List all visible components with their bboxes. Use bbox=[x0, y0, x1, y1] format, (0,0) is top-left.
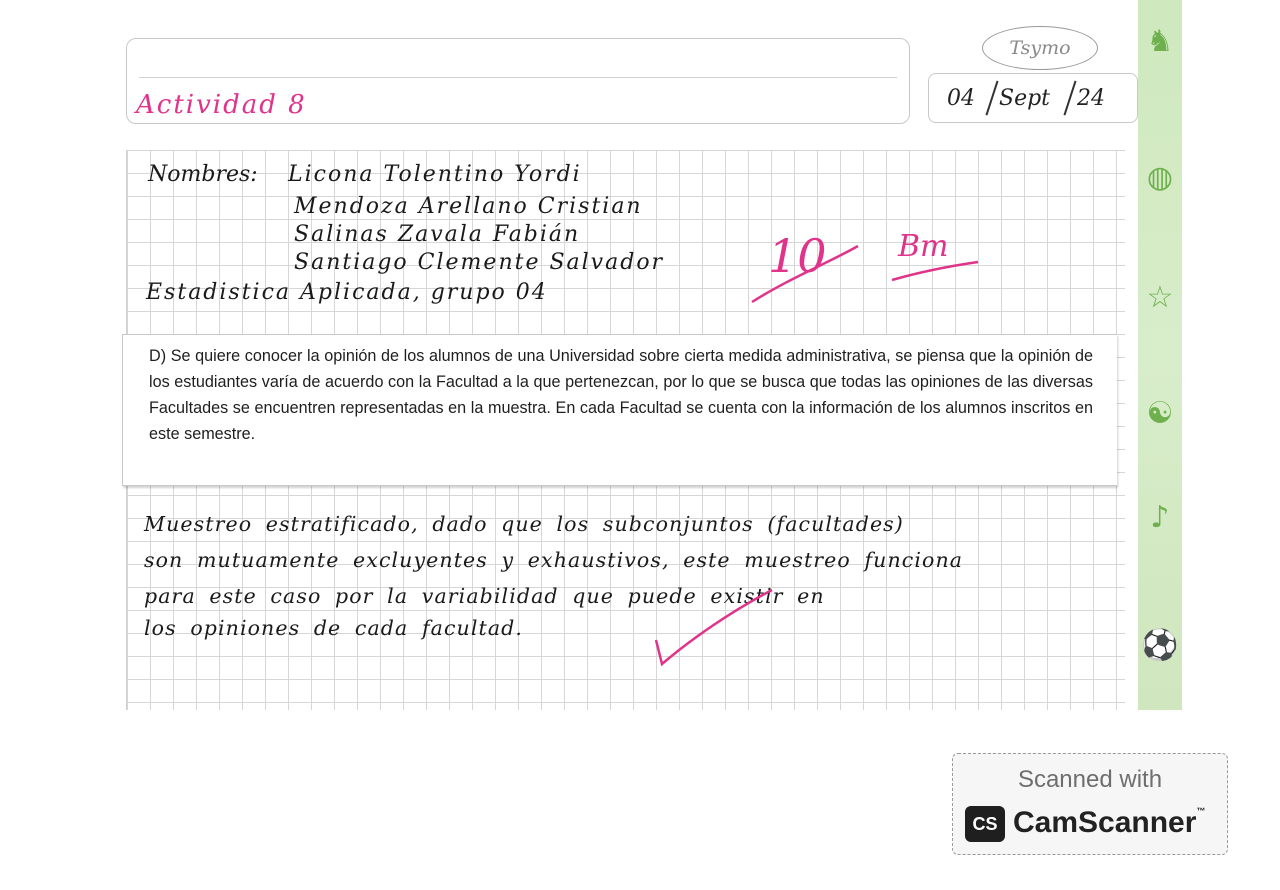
knight-icon: ♞ bbox=[1146, 24, 1174, 59]
brand-logo: Tsymo bbox=[982, 26, 1098, 70]
decorative-side-strip bbox=[1138, 0, 1182, 710]
answer-line: Muestreo estratificado, dado que los subconjuntos (facultades) bbox=[144, 512, 904, 536]
teacher-initials: Bm bbox=[898, 229, 949, 264]
student-name: Mendoza Arellano Cristian bbox=[294, 194, 643, 219]
activity-title: Actividad 8 bbox=[136, 90, 307, 120]
yin-yang-icon: ☯ bbox=[1146, 396, 1174, 431]
question-box bbox=[122, 334, 1117, 486]
question-text: D) Se quiere conocer la opinión de los alumnos de una Universidad sobre cierta medida administrativa, se piensa que la opinión de los estudiantes varía de acuerdo con la Facultad a la que pertenezcan, por lo que se busca que todas las opiniones de las diversas Facultades se encuentren representadas en la muestra. En cada Facultad se cuenta con la información de los alumnos inscritos en este semestre. bbox=[149, 347, 1093, 443]
scanned-with-caption: Scanned with bbox=[1017, 766, 1163, 793]
student-name: Salinas Zavala Fabián bbox=[294, 222, 581, 247]
student-name: Santiago Clemente Salvador bbox=[294, 250, 665, 275]
date-separator bbox=[1063, 81, 1076, 116]
answer-line: para este caso por la variabilidad que puede existir en bbox=[144, 584, 825, 608]
basketball-icon: ◍ bbox=[1146, 160, 1174, 195]
date-box bbox=[928, 73, 1138, 123]
date-year: 24 bbox=[1077, 86, 1105, 111]
grade-mark: 10 bbox=[768, 229, 827, 283]
camscanner-wordmark: CamScanner bbox=[1013, 806, 1197, 839]
subject-and-group: Estadistica Aplicada, grupo 04 bbox=[146, 280, 548, 305]
student-name: Licona Tolentino Yordi bbox=[288, 162, 582, 187]
camscanner-logo: CS bbox=[965, 806, 1005, 842]
header-rule bbox=[139, 77, 897, 78]
camscanner-badge bbox=[952, 753, 1228, 855]
soccer-ball-icon: ⚽ bbox=[1141, 628, 1179, 663]
answer-line: son mutuamente excluyentes y exhaustivos, este muestreo funciona bbox=[144, 548, 964, 572]
answer-line: los opiniones de cada facultad. bbox=[144, 616, 524, 640]
trademark-symbol: ™ bbox=[1196, 806, 1206, 816]
names-label: Nombres: bbox=[148, 162, 258, 187]
date-day: 04 bbox=[947, 86, 975, 111]
date-month: Sept bbox=[999, 86, 1051, 111]
guitar-icon: ♪ bbox=[1150, 500, 1170, 535]
star-icon: ☆ bbox=[1146, 280, 1174, 315]
camscanner-name bbox=[1013, 806, 1205, 840]
date-separator bbox=[985, 81, 998, 116]
